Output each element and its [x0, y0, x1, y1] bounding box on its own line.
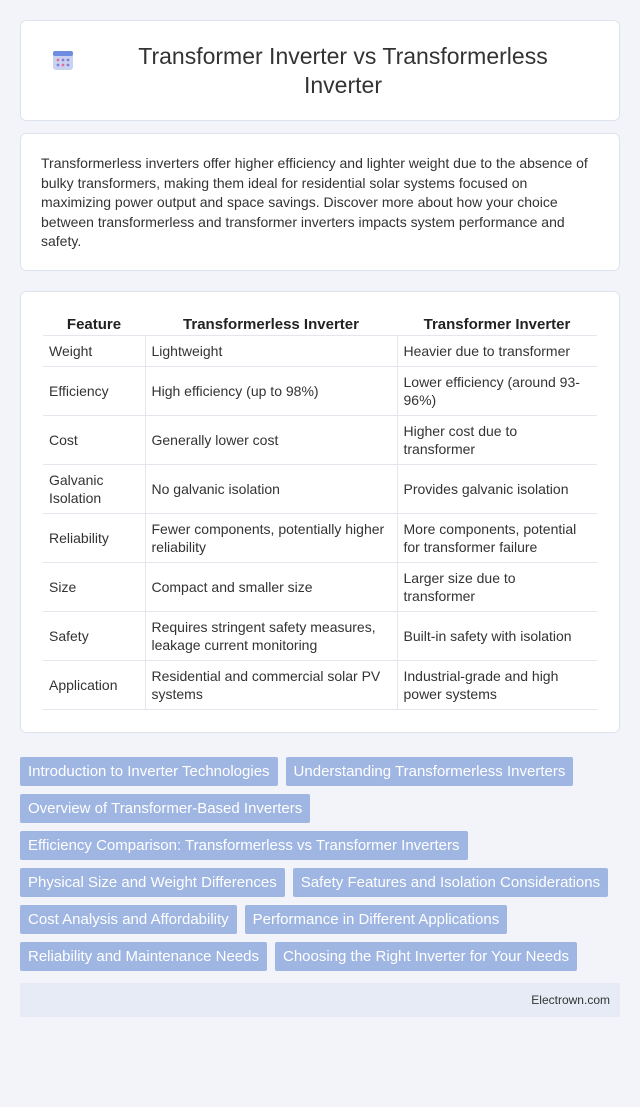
tag-choosing-inverter[interactable]: Choosing the Right Inverter for Your Needs: [275, 942, 577, 971]
transformerless-cell: Residential and commercial solar PV systems: [145, 661, 397, 710]
table-row: [43, 465, 597, 514]
header-feature: Feature: [43, 312, 145, 336]
feature-cell: Safety: [43, 612, 145, 661]
feature-cell: Galvanic Isolation: [43, 465, 145, 514]
feature-cell: Size: [43, 563, 145, 612]
tag-efficiency-comparison[interactable]: Efficiency Comparison: Transformerless vs Transformer Inverters: [20, 831, 468, 860]
transformer-cell: Heavier due to transformer: [397, 336, 597, 367]
feature-cell: Weight: [43, 336, 145, 367]
table-row: [43, 612, 597, 661]
table-row: [43, 367, 597, 416]
feature-cell: Application: [43, 661, 145, 710]
tag-reliability-maintenance[interactable]: Reliability and Maintenance Needs: [20, 942, 267, 971]
tag-safety-isolation[interactable]: Safety Features and Isolation Considerations: [293, 868, 608, 897]
transformerless-cell: Generally lower cost: [145, 416, 397, 465]
tag-cost-analysis[interactable]: Cost Analysis and Affordability: [20, 905, 237, 934]
transformerless-cell: Requires stringent safety measures, leakage current monitoring: [145, 612, 397, 661]
header-transformerless: Transformerless Inverter: [145, 312, 397, 336]
footer: [20, 983, 620, 1017]
transformerless-cell: High efficiency (up to 98%): [145, 367, 397, 416]
comparison-table: [43, 312, 597, 710]
table-row: [43, 416, 597, 465]
transformer-cell: Industrial-grade and high power systems: [397, 661, 597, 710]
tag-intro-inverter-tech[interactable]: Introduction to Inverter Technologies: [20, 757, 278, 786]
transformerless-cell: No galvanic isolation: [145, 465, 397, 514]
transformer-cell: Provides galvanic isolation: [397, 465, 597, 514]
intro-card: [20, 133, 620, 271]
transformer-cell: Built-in safety with isolation: [397, 612, 597, 661]
feature-cell: Reliability: [43, 514, 145, 563]
transformerless-cell: Fewer components, potentially higher reliability: [145, 514, 397, 563]
tag-overview-transformer-based[interactable]: Overview of Transformer-Based Inverters: [20, 794, 310, 823]
tag-understanding-transformerless[interactable]: Understanding Transformerless Inverters: [286, 757, 574, 786]
table-header-row: [43, 312, 597, 336]
header-transformer: Transformer Inverter: [397, 312, 597, 336]
feature-cell: Efficiency: [43, 367, 145, 416]
title-card: [20, 20, 620, 121]
footer-site: Electrown.com: [531, 993, 610, 1007]
transformer-cell: Lower efficiency (around 93-96%): [397, 367, 597, 416]
page-title: Transformer Inverter vs Transformerless Inverter: [138, 42, 548, 98]
table-row: [43, 514, 597, 563]
transformer-cell: More components, potential for transformer failure: [397, 514, 597, 563]
table-row: [43, 661, 597, 710]
transformerless-cell: Lightweight: [145, 336, 397, 367]
comparison-card: [20, 291, 620, 733]
calendar-icon: [51, 48, 75, 72]
transformer-cell: Larger size due to transformer: [397, 563, 597, 612]
table-row: [43, 336, 597, 367]
intro-text: Transformerless inverters offer higher efficiency and lighter weight due to the absence of bulky transformers, making them ideal for residential solar systems focused on maximizing power output and space savings. Discover more about how your choice between transformerless and transformer inverters impacts system performance and safety.: [41, 155, 588, 249]
tag-size-weight[interactable]: Physical Size and Weight Differences: [20, 868, 285, 897]
topic-tags: [20, 757, 620, 979]
feature-cell: Cost: [43, 416, 145, 465]
transformer-cell: Higher cost due to transformer: [397, 416, 597, 465]
title-wrap: [51, 42, 589, 100]
tag-performance-applications[interactable]: Performance in Different Applications: [245, 905, 508, 934]
transformerless-cell: Compact and smaller size: [145, 563, 397, 612]
table-row: [43, 563, 597, 612]
